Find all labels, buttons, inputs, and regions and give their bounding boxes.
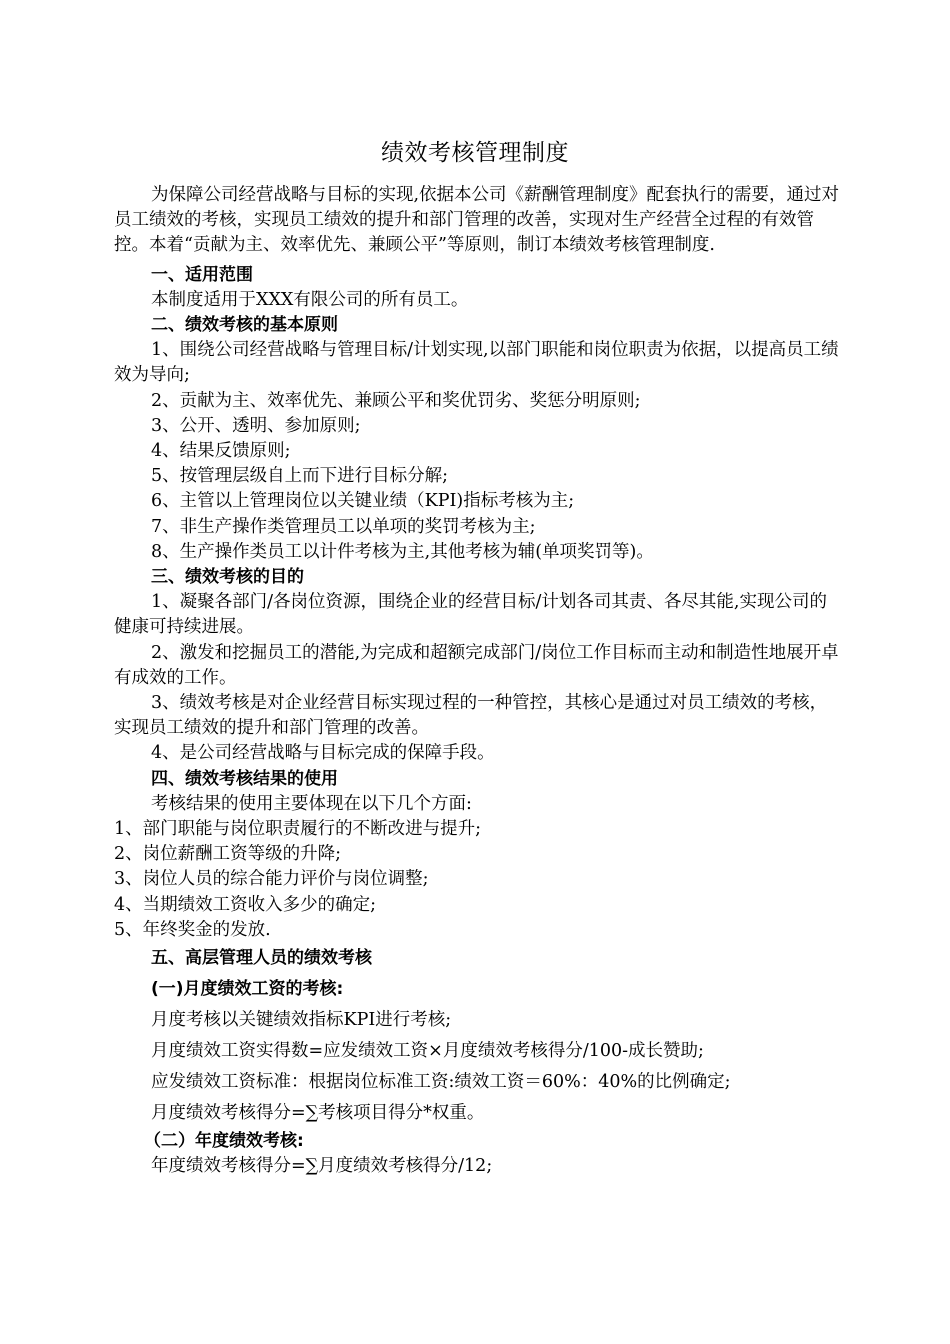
results-usage-lead: 考核结果的使用主要体现在以下几个方面: xyxy=(151,793,472,814)
monthly-assessment-line: 月度绩效考核得分=∑考核项目得分*权重。 xyxy=(151,1103,485,1124)
purpose-item: 1、凝聚各部门/各岗位资源，围绕企业的经营目标/计划各司其责、各尽其能,实现公司的健康可持续进展。 xyxy=(114,592,827,638)
section-heading-purpose: 三、绩效考核的目的 xyxy=(151,567,304,588)
scope-text: 本制度适用于XXX有限公司的所有员工。 xyxy=(151,289,469,310)
purpose-item: 3、绩效考核是对企业经营目标实现过程的一种管控，其核心是通过对员工绩效的考核，实现员工绩效的提升和部门管理的改善。 xyxy=(114,693,828,739)
monthly-assessment-line: 月度绩效工资实得数=应发绩效工资×月度绩效考核得分/100-成长赞助; xyxy=(151,1041,704,1062)
results-usage-item: 2、岗位薪酬工资等级的升降; xyxy=(114,844,342,865)
section-heading-principles: 二、绩效考核的基本原则 xyxy=(151,315,338,336)
monthly-assessment-line: 月度考核以关键绩效指标KPI进行考核; xyxy=(151,1010,452,1031)
monthly-assessment-heading: (一)月度绩效工资的考核: xyxy=(151,979,344,1000)
document-title: 绩效考核管理制度 xyxy=(381,140,569,166)
principle-item: 6、主管以上管理岗位以关键业绩（KPI)指标考核为主; xyxy=(151,491,575,512)
section-heading-senior-management: 五、高层管理人员的绩效考核 xyxy=(151,948,372,969)
purpose-item: 4、是公司经营战略与目标完成的保障手段。 xyxy=(151,743,495,764)
annual-assessment-line: 年度绩效考核得分=∑月度绩效考核得分/12; xyxy=(151,1156,493,1177)
principle-item: 4、结果反馈原则; xyxy=(151,441,291,462)
section-heading-results-usage: 四、绩效考核结果的使用 xyxy=(151,768,338,789)
principle-item: 7、非生产操作类管理员工以单项的奖罚考核为主; xyxy=(151,516,536,537)
results-usage-item: 3、岗位人员的综合能力评价与岗位调整; xyxy=(114,869,429,890)
results-usage-item: 1、部门职能与岗位职责履行的不断改进与提升; xyxy=(114,819,482,840)
annual-assessment-heading: （二）年度绩效考核: xyxy=(144,1131,304,1152)
principle-item: 1、围绕公司经营战略与管理目标/计划实现,以部门职能和岗位职责为依据，以提高员工绩效为导向; xyxy=(114,340,839,386)
document-body xyxy=(114,183,840,1180)
principle-item: 5、按管理层级自上而下进行目标分解; xyxy=(151,466,449,487)
principle-item: 2、贡献为主、效率优先、兼顾公平和奖优罚劣、奖惩分明原则; xyxy=(151,390,641,411)
purpose-item: 2、激发和挖掘员工的潜能,为完成和超额完成部门/岗位工作目标而主动和制造性地展开卓有成效的工作。 xyxy=(114,642,839,688)
intro-paragraph: 为保障公司经营战略与目标的实现,依据本公司《薪酬管理制度》配套执行的需要，通过对员工绩效的考核，实现员工绩效的提升和部门管理的改善，实现对生产经营全过程的有效管控。本着“贡献为主、效率优先、兼顾公平”等原则，制订本绩效考核管理制度. xyxy=(114,185,840,256)
section-heading-scope: 一、适用范围 xyxy=(151,264,253,285)
results-usage-item: 5、年终奖金的发放. xyxy=(114,919,271,940)
principle-item: 8、生产操作类员工以计件考核为主,其他考核为辅(单项奖罚等)。 xyxy=(151,541,654,562)
principle-item: 3、公开、透明、参加原则; xyxy=(151,415,361,436)
monthly-assessment-line: 应发绩效工资标准：根据岗位标准工资:绩效工资＝60%：40%的比例确定; xyxy=(151,1072,731,1093)
results-usage-item: 4、当期绩效工资收入多少的确定; xyxy=(114,894,377,915)
